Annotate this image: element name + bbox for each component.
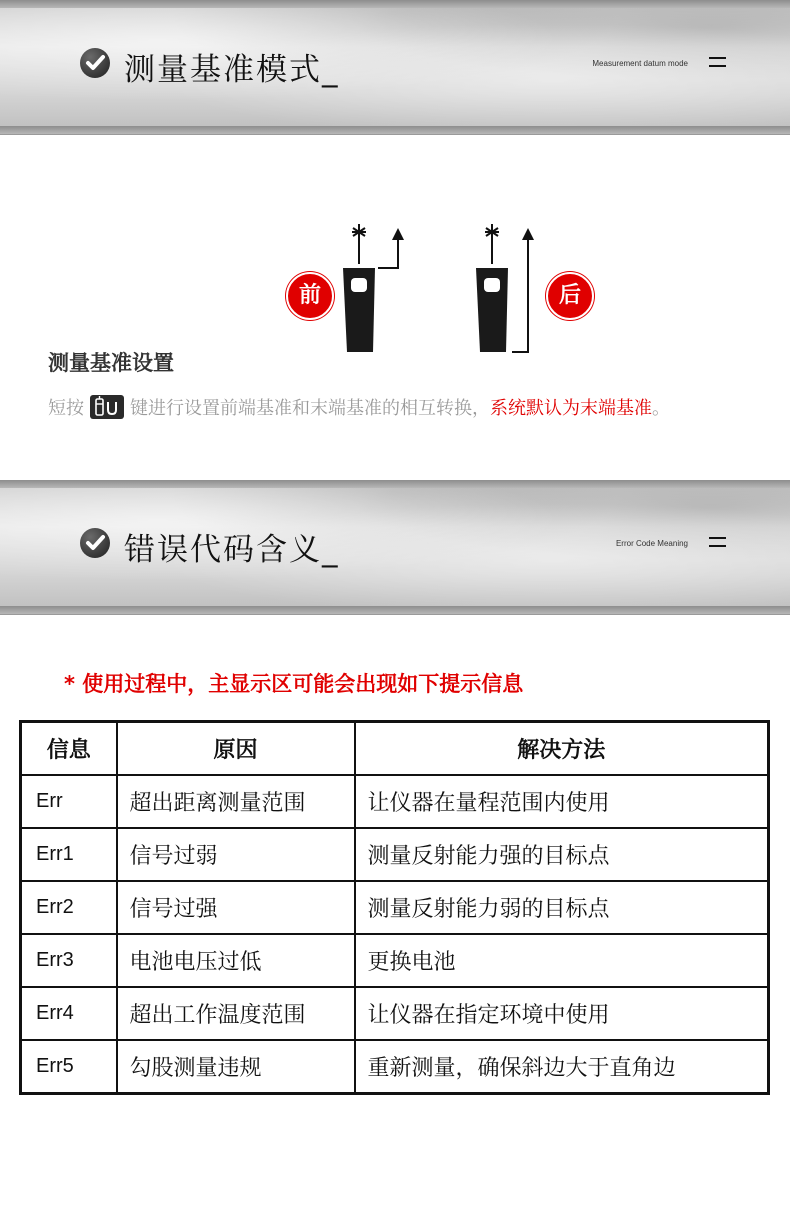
table-row [21,987,769,1040]
error-solution: 让仪器在量程范围内使用 [355,775,769,828]
error-cause: 信号过强 [117,881,355,934]
error-solution: 让仪器在指定环境中使用 [355,987,769,1040]
equals-icon [709,57,726,69]
error-code: Err1 [21,828,117,881]
table-row [21,881,769,934]
error-cause: 电池电压过低 [117,934,355,987]
table-row [21,775,769,828]
front-badge: 前 [286,272,334,320]
error-code: Err4 [21,987,117,1040]
table-row [21,1040,769,1094]
error-cause: 勾股测量违规 [117,1040,355,1094]
default-datum-note: 系统默认为末端基准 [490,398,652,419]
section-banner-datum-mode [0,0,790,135]
section-subtitle: Measurement datum mode [592,59,688,68]
error-solution: 更换电池 [355,934,769,987]
error-solution: 重新测量，确保斜边大于直角边 [355,1040,769,1094]
table-row [21,828,769,881]
banner-bottom-edge [0,126,790,134]
notice-text: * 使用过程中，主显示区可能会出现如下提示信息 [64,672,524,696]
header-info: 信息 [21,722,117,776]
error-cause: 超出工作温度范围 [117,987,355,1040]
rear-device-icon [470,220,545,360]
checkmark-icon [80,528,110,558]
datum-setting-title: 测量基准设置 [48,351,174,375]
error-code-table [19,720,770,1095]
error-code: Err3 [21,934,117,987]
instruction-prefix: 短按 [48,398,84,419]
header-solution: 解决方法 [355,722,769,776]
error-code: Err5 [21,1040,117,1094]
instruction-middle: 键进行设置前端基准和末端基准的相互转换， [130,398,490,419]
banner-bottom-edge [0,606,790,614]
error-code: Err2 [21,881,117,934]
front-device-icon [340,220,410,360]
level-unit-key-icon [90,395,124,419]
header-cause: 原因 [117,722,355,776]
error-solution: 测量反射能力强的目标点 [355,828,769,881]
error-cause: 信号过弱 [117,828,355,881]
error-cause: 超出距离测量范围 [117,775,355,828]
datum-diagram [280,220,600,360]
datum-instruction [48,394,670,421]
banner-top-edge [0,480,790,488]
equals-icon [709,537,726,549]
rear-badge: 后 [546,272,594,320]
instruction-suffix: 。 [652,398,670,419]
section-title: 测量基准模式_ [124,52,340,88]
error-code: Err [21,775,117,828]
table-header-row [21,722,769,776]
section-subtitle: Error Code Meaning [615,539,688,548]
section-banner-error-codes [0,480,790,615]
section-title: 错误代码含义_ [124,532,340,568]
error-solution: 测量反射能力弱的目标点 [355,881,769,934]
checkmark-icon [80,48,110,78]
table-row [21,934,769,987]
banner-top-edge [0,0,790,8]
